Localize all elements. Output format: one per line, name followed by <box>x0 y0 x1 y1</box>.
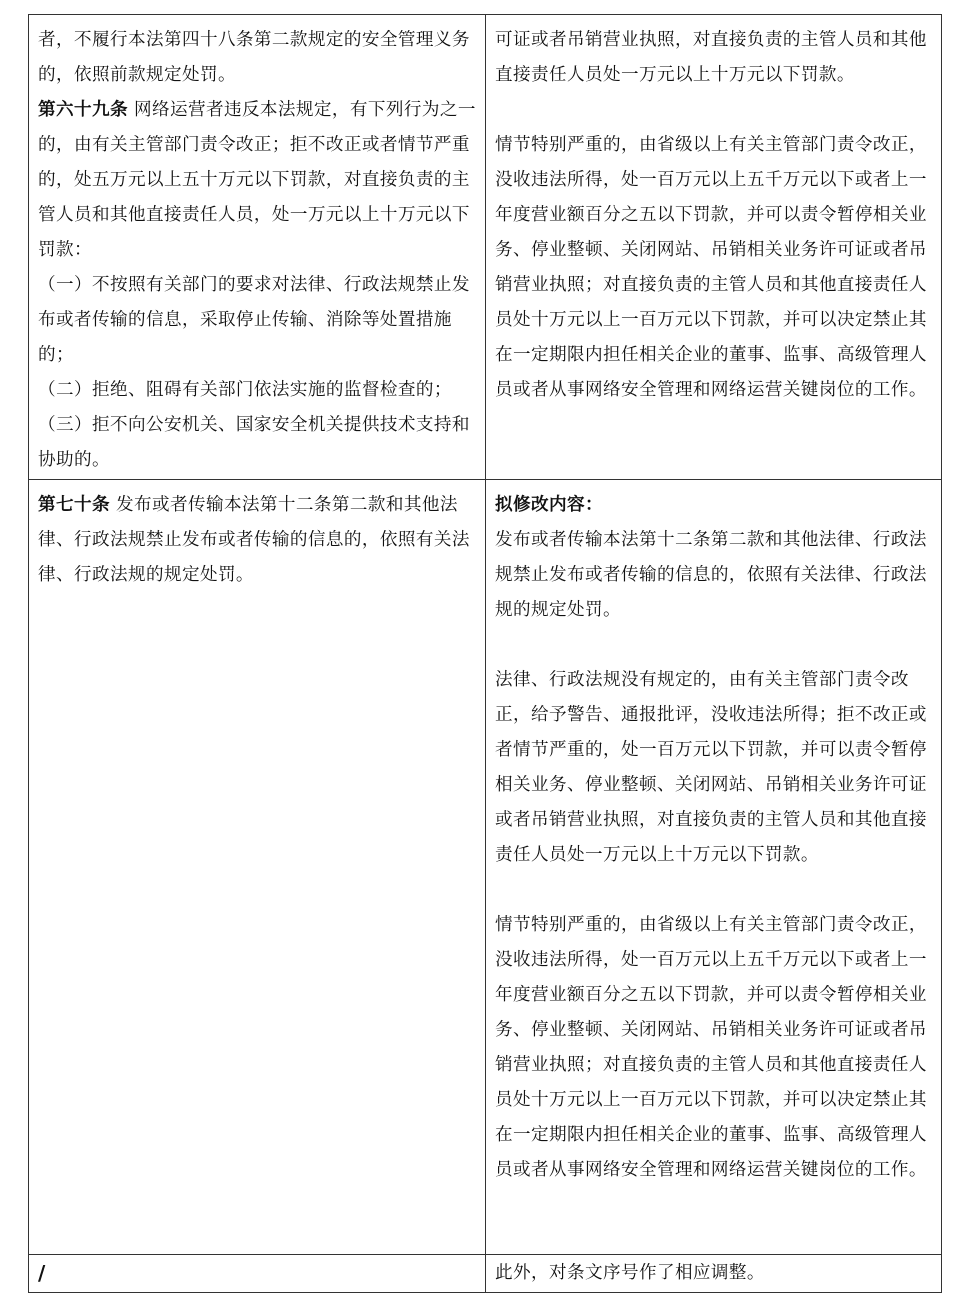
article-body: 网络运营者违反本法规定，有下列行为之一的，由有关主管部门责令改正；拒不改正或者情节严重的，处五万元以上五十万元以下罚款，对直接负责的主管人员和其他直接责任人员，处一万元以上十万元以下罚款： <box>38 100 476 260</box>
article-label: 第七十条 <box>38 495 110 515</box>
revision-heading: 拟修改内容： <box>495 495 603 515</box>
original-text-cell <box>29 1255 486 1293</box>
table-row <box>29 1255 942 1293</box>
revised-text-cell <box>486 15 942 480</box>
spacer <box>495 873 933 908</box>
paragraph: 可证或者吊销营业执照，对直接负责的主管人员和其他直接责任人员处一万元以上十万元以下罚款。 <box>495 30 927 85</box>
list-item: （一）不按照有关部门的要求对法律、行政法规禁止发布或者传输的信息，采取停止传输、消除等处置措施的； <box>38 275 470 365</box>
article-70 <box>38 488 477 593</box>
revised-text-cell <box>486 1255 942 1293</box>
note-text: 此外，对条文序号作了相应调整。 <box>495 1263 765 1283</box>
table-row <box>29 15 942 480</box>
placeholder-slash: / <box>38 1261 46 1285</box>
article-69 <box>38 93 477 268</box>
paragraph: 情节特别严重的，由省级以上有关主管部门责令改正，没收违法所得，处一百万元以上五千万元以下或者上一年度营业额百分之五以下罚款，并可以责令暂停相关业务、停业整顿、关闭网站、吊销相关业务许可证或者吊销营业执照；对直接负责的主管人员和其他直接责任人员处十万元以上一百万元以下罚款，并可以决定禁止其在一定期限内担任相关企业的董事、监事、高级管理人员或者从事网络安全管理和网络运营关键岗位的工作。 <box>495 915 927 1180</box>
original-text-cell <box>29 15 486 480</box>
list-item: （二）拒绝、阻碍有关部门依法实施的监督检查的； <box>38 380 452 400</box>
paragraph: 者，不履行本法第四十八条第二款规定的安全管理义务的，依照前款规定处罚。 <box>38 30 470 85</box>
table-row <box>29 480 942 1255</box>
revised-text-cell <box>486 480 942 1255</box>
original-text-cell <box>29 480 486 1255</box>
list-item: （三）拒不向公安机关、国家安全机关提供技术支持和协助的。 <box>38 415 470 470</box>
article-body: 发布或者传输本法第十二条第二款和其他法律、行政法规禁止发布或者传输的信息的，依照有关法律、行政法规的规定处罚。 <box>38 495 470 585</box>
paragraph: 情节特别严重的，由省级以上有关主管部门责令改正，没收违法所得，处一百万元以上五千万元以下或者上一年度营业额百分之五以下罚款，并可以责令暂停相关业务、停业整顿、关闭网站、吊销相关业务许可证或者吊销营业执照；对直接负责的主管人员和其他直接责任人员处十万元以上一百万元以下罚款，并可以决定禁止其在一定期限内担任相关企业的董事、监事、高级管理人员或者从事网络安全管理和网络运营关键岗位的工作。 <box>495 135 927 400</box>
paragraph: 发布或者传输本法第十二条第二款和其他法律、行政法规禁止发布或者传输的信息的，依照有关法律、行政法规的规定处罚。 <box>495 530 927 620</box>
article-label: 第六十九条 <box>38 100 128 120</box>
spacer <box>495 93 933 128</box>
comparison-table <box>28 14 942 1293</box>
paragraph: 法律、行政法规没有规定的，由有关主管部门责令改正，给予警告、通报批评，没收违法所得；拒不改正或者情节严重的，处一百万元以下罚款，并可以责令暂停相关业务、停业整顿、关闭网站、吊销相关业务许可证或者吊销营业执照，对直接负责的主管人员和其他直接责任人员处一万元以上十万元以下罚款。 <box>495 670 927 865</box>
spacer <box>495 628 933 663</box>
